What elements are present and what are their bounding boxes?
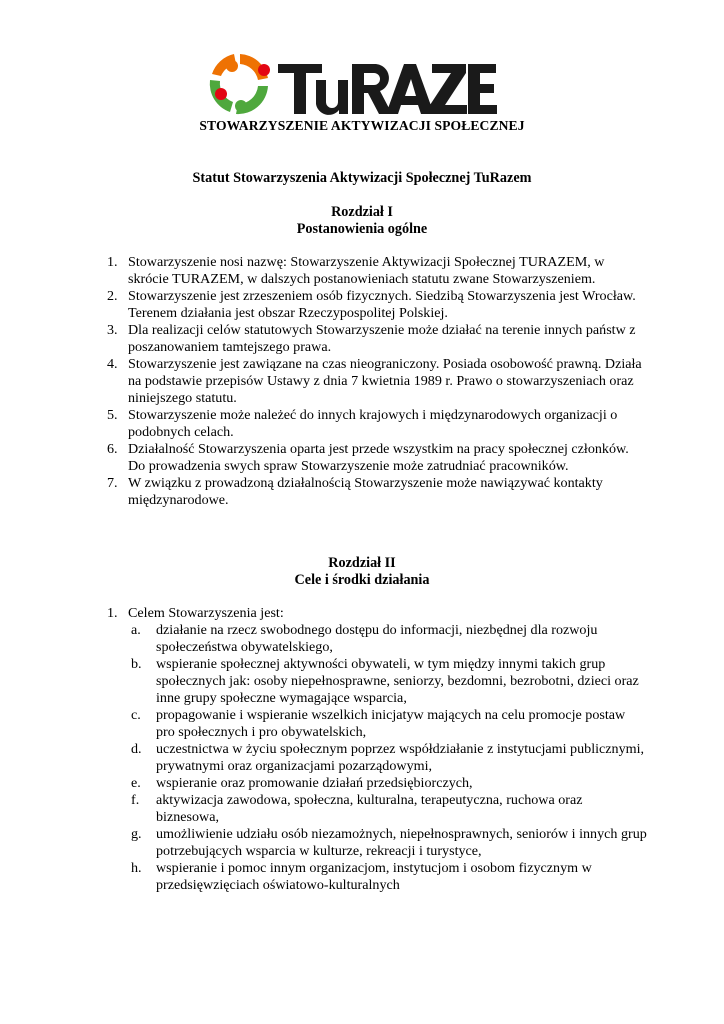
sublist-item (107, 860, 647, 894)
sub-text: wspieranie i pomoc innym organizacjom, instytucjom i osobom fizycznym w przedsięwzięciach oświatowo-kulturalnych (156, 860, 592, 893)
item-number: 3. (107, 322, 118, 338)
list-item (107, 288, 647, 322)
sub-letter: d. (131, 741, 142, 757)
list-item (107, 254, 647, 288)
sub-letter: g. (131, 826, 142, 842)
sublist-item (107, 656, 647, 707)
chapter-2-heading (0, 555, 724, 589)
item-number: 6. (107, 441, 118, 457)
turazem-logo-graphic (206, 50, 511, 118)
sublist-item (107, 792, 647, 826)
document-title: Statut Stowarzyszenia Aktywizacji Społecznej TuRazem (192, 170, 532, 186)
chapter-1-list (107, 254, 647, 509)
list-item (107, 605, 647, 894)
turazem-logo (206, 50, 511, 118)
item-number: 7. (107, 475, 118, 491)
sublist-item (107, 741, 647, 775)
sub-text: propagowanie i wspieranie wszelkich inicjatyw mających na celu promocje postaw pro społecznych i pro obywatelskich, (156, 707, 626, 740)
item-text: Działalność Stowarzyszenia oparta jest przede wszystkim na pracy społecznej członków. Do prowadzenia swych spraw Stowarzyszenie może zatrudniać pracowników. (128, 441, 629, 474)
list-item (107, 356, 647, 407)
sub-text: aktywizacja zawodowa, społeczna, kulturalna, terapeutyczna, ruchowa oraz biznesowa, (156, 792, 583, 825)
item-number: 1. (107, 605, 118, 621)
item-text: Dla realizacji celów statutowych Stowarzyszenie może działać na terenie innych państw z poszanowaniem tamtejszego prawa. (128, 322, 636, 355)
item-text: Stowarzyszenie jest zawiązane na czas nieograniczony. Posiada osobowość prawną. Działa na podstawie przepisów Ustawy z dnia 7 kwietnia 1989 r. Prawo o stowarzyszeniach oraz niniejszego statutu. (128, 356, 642, 406)
chapter-1-number: Rozdział I (331, 204, 393, 220)
goals-sublist (107, 622, 647, 894)
list-item (107, 441, 647, 475)
item-text: Celem Stowarzyszenia jest: (128, 605, 284, 621)
chapter-2-title: Cele i środki działania (294, 572, 430, 588)
sub-letter: e. (131, 775, 141, 791)
list-item (107, 407, 647, 441)
sub-text: działanie na rzecz swobodnego dostępu do informacji, niezbędnej dla rozwoju społeczeństwa obywatelskiego, (156, 622, 598, 655)
list-item (107, 475, 647, 509)
item-text: Stowarzyszenie jest zrzeszeniem osób fizycznych. Siedzibą Stowarzyszenia jest Wrocław. Terenem działania jest obszar Rzeczypospolitej Polskiej. (128, 288, 636, 321)
sublist-item (107, 707, 647, 741)
sublist-item (107, 775, 647, 792)
sub-letter: h. (131, 860, 142, 876)
list-item (107, 322, 647, 356)
sub-text: umożliwienie udziału osób niezamożnych, niepełnosprawnych, seniorów i innych grup potrzebujących wsparcia w kulturze, rekreacji i turystyce, (156, 826, 647, 859)
item-text: Stowarzyszenie może należeć do innych krajowych i międzynarodowych organizacji o podobnych celach. (128, 407, 618, 440)
sub-letter: b. (131, 656, 142, 672)
sub-letter: f. (131, 792, 140, 808)
sub-letter: c. (131, 707, 141, 723)
item-number: 4. (107, 356, 118, 372)
item-number: 2. (107, 288, 118, 304)
sub-text: uczestnictwa w życiu społecznym poprzez współdziałanie z instytucjami publicznymi, prywatnymi oraz organizacjami pozarządowymi, (156, 741, 645, 774)
chapter-2-list (107, 605, 647, 894)
item-text: Stowarzyszenie nosi nazwę: Stowarzyszenie Aktywizacji Społecznej TURAZEM, w skrócie TURAZEM, w dalszych postanowieniach statutu zwane Stowarzyszeniem. (128, 254, 605, 287)
item-number: 1. (107, 254, 118, 270)
item-number: 5. (107, 407, 118, 423)
sub-text: wspieranie społecznej aktywności obywateli, w tym między innymi takich grup społecznych jak: osoby niepełnosprawne, seniorzy, bezdomni, bezrobotni, dzieci oraz inne grupy społeczne wymagające wsparcia, (156, 656, 639, 706)
sublist-item (107, 826, 647, 860)
chapter-2-number: Rozdział II (328, 555, 396, 571)
chapter-1-title: Postanowienia ogólne (296, 221, 428, 237)
organization-name: STOWARZYSZENIE AKTYWIZACJI SPOŁECZNEJ (199, 118, 525, 133)
sublist-item (107, 622, 647, 656)
chapter-1-heading (0, 204, 724, 238)
sub-text: wspieranie oraz promowanie działań przedsiębiorczych, (156, 775, 473, 791)
sub-letter: a. (131, 622, 141, 638)
item-text: W związku z prowadzoną działalnością Stowarzyszenie może nawiązywać kontakty międzynarodowe. (128, 475, 603, 508)
